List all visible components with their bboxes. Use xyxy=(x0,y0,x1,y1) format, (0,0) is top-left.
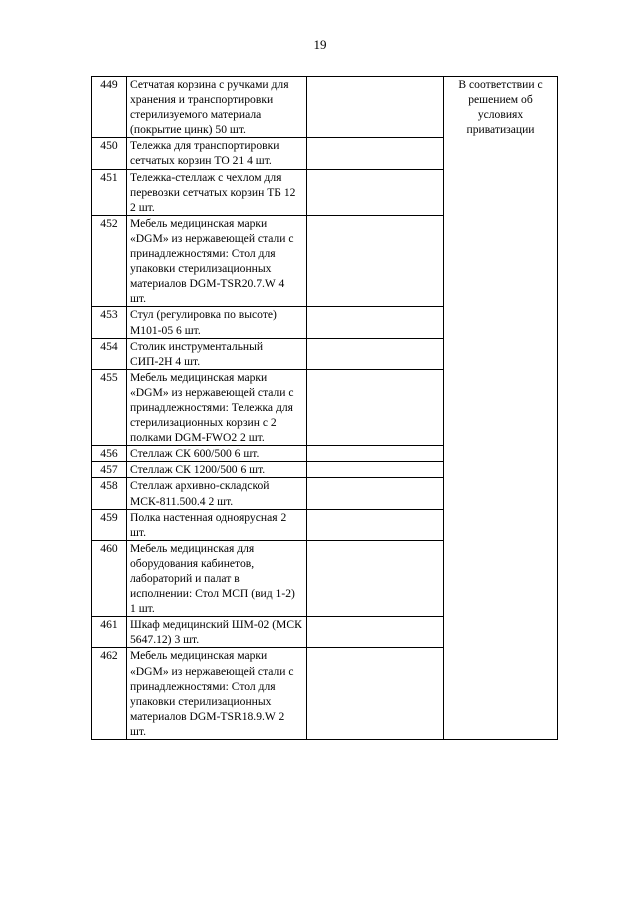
row-description: Сетчатая корзина с ручками для хранения и транспортировки стерилизуемого материала (покрытие цинк) 50 шт. xyxy=(127,77,307,138)
row-empty-cell xyxy=(307,338,444,369)
row-empty-cell xyxy=(307,478,444,509)
row-empty-cell xyxy=(307,462,444,478)
row-number: 461 xyxy=(92,617,127,648)
privatization-note: В соответствии с решением об условиях приватизации xyxy=(444,77,558,740)
row-description: Мебель медицинская марки «DGM» из нержавеющей стали с принадлежностями: Тележка для стерилизационных корзин с 2 полками DGM-FWO2 2 шт. xyxy=(127,369,307,445)
row-description: Стеллаж архивно-складской МСК-811.500.4 2 шт. xyxy=(127,478,307,509)
row-description: Стеллаж СК 600/500 6 шт. xyxy=(127,446,307,462)
page-number: 19 xyxy=(313,37,327,52)
row-empty-cell xyxy=(307,169,444,215)
row-empty-cell xyxy=(307,648,444,740)
row-number: 456 xyxy=(92,446,127,462)
row-empty-cell xyxy=(307,215,444,307)
row-number: 452 xyxy=(92,215,127,307)
row-number: 450 xyxy=(92,138,127,169)
row-description: Мебель медицинская для оборудования кабинетов, лабораторий и палат в исполнении: Стол МСП (вид 1-2) 1 шт. xyxy=(127,540,307,616)
row-number: 457 xyxy=(92,462,127,478)
row-description: Стул (регулировка по высоте) М101-05 6 шт. xyxy=(127,307,307,338)
row-empty-cell xyxy=(307,617,444,648)
row-number: 462 xyxy=(92,648,127,740)
table-body xyxy=(92,77,558,740)
row-description: Мебель медицинская марки «DGM» из нержавеющей стали с принадлежностями: Стол для упаковки стерилизационных материалов DGM-TSR20.7.W 4 шт. xyxy=(127,215,307,307)
row-number: 458 xyxy=(92,478,127,509)
table-row xyxy=(92,77,558,138)
row-number: 460 xyxy=(92,540,127,616)
property-table xyxy=(91,76,558,740)
row-empty-cell xyxy=(307,509,444,540)
row-description: Шкаф медицинский ШМ-02 (МСК 5647.12) 3 шт. xyxy=(127,617,307,648)
row-number: 449 xyxy=(92,77,127,138)
row-description: Столик инструментальный СИП-2Н 4 шт. xyxy=(127,338,307,369)
row-description: Полка настенная одноярусная 2 шт. xyxy=(127,509,307,540)
row-number: 455 xyxy=(92,369,127,445)
row-description: Стеллаж СК 1200/500 6 шт. xyxy=(127,462,307,478)
row-number: 454 xyxy=(92,338,127,369)
row-empty-cell xyxy=(307,540,444,616)
row-number: 451 xyxy=(92,169,127,215)
row-empty-cell xyxy=(307,446,444,462)
row-empty-cell xyxy=(307,369,444,445)
row-empty-cell xyxy=(307,307,444,338)
row-description: Мебель медицинская марки «DGM» из нержавеющей стали с принадлежностями: Стол для упаковки стерилизационных материалов DGM-TSR18.9.W 2 шт. xyxy=(127,648,307,740)
row-number: 459 xyxy=(92,509,127,540)
row-number: 453 xyxy=(92,307,127,338)
row-empty-cell xyxy=(307,77,444,138)
row-empty-cell xyxy=(307,138,444,169)
row-description: Тележка для транспортировки сетчатых корзин ТО 21 4 шт. xyxy=(127,138,307,169)
row-description: Тележка-стеллаж с чехлом для перевозки сетчатых корзин ТБ 12 2 шт. xyxy=(127,169,307,215)
